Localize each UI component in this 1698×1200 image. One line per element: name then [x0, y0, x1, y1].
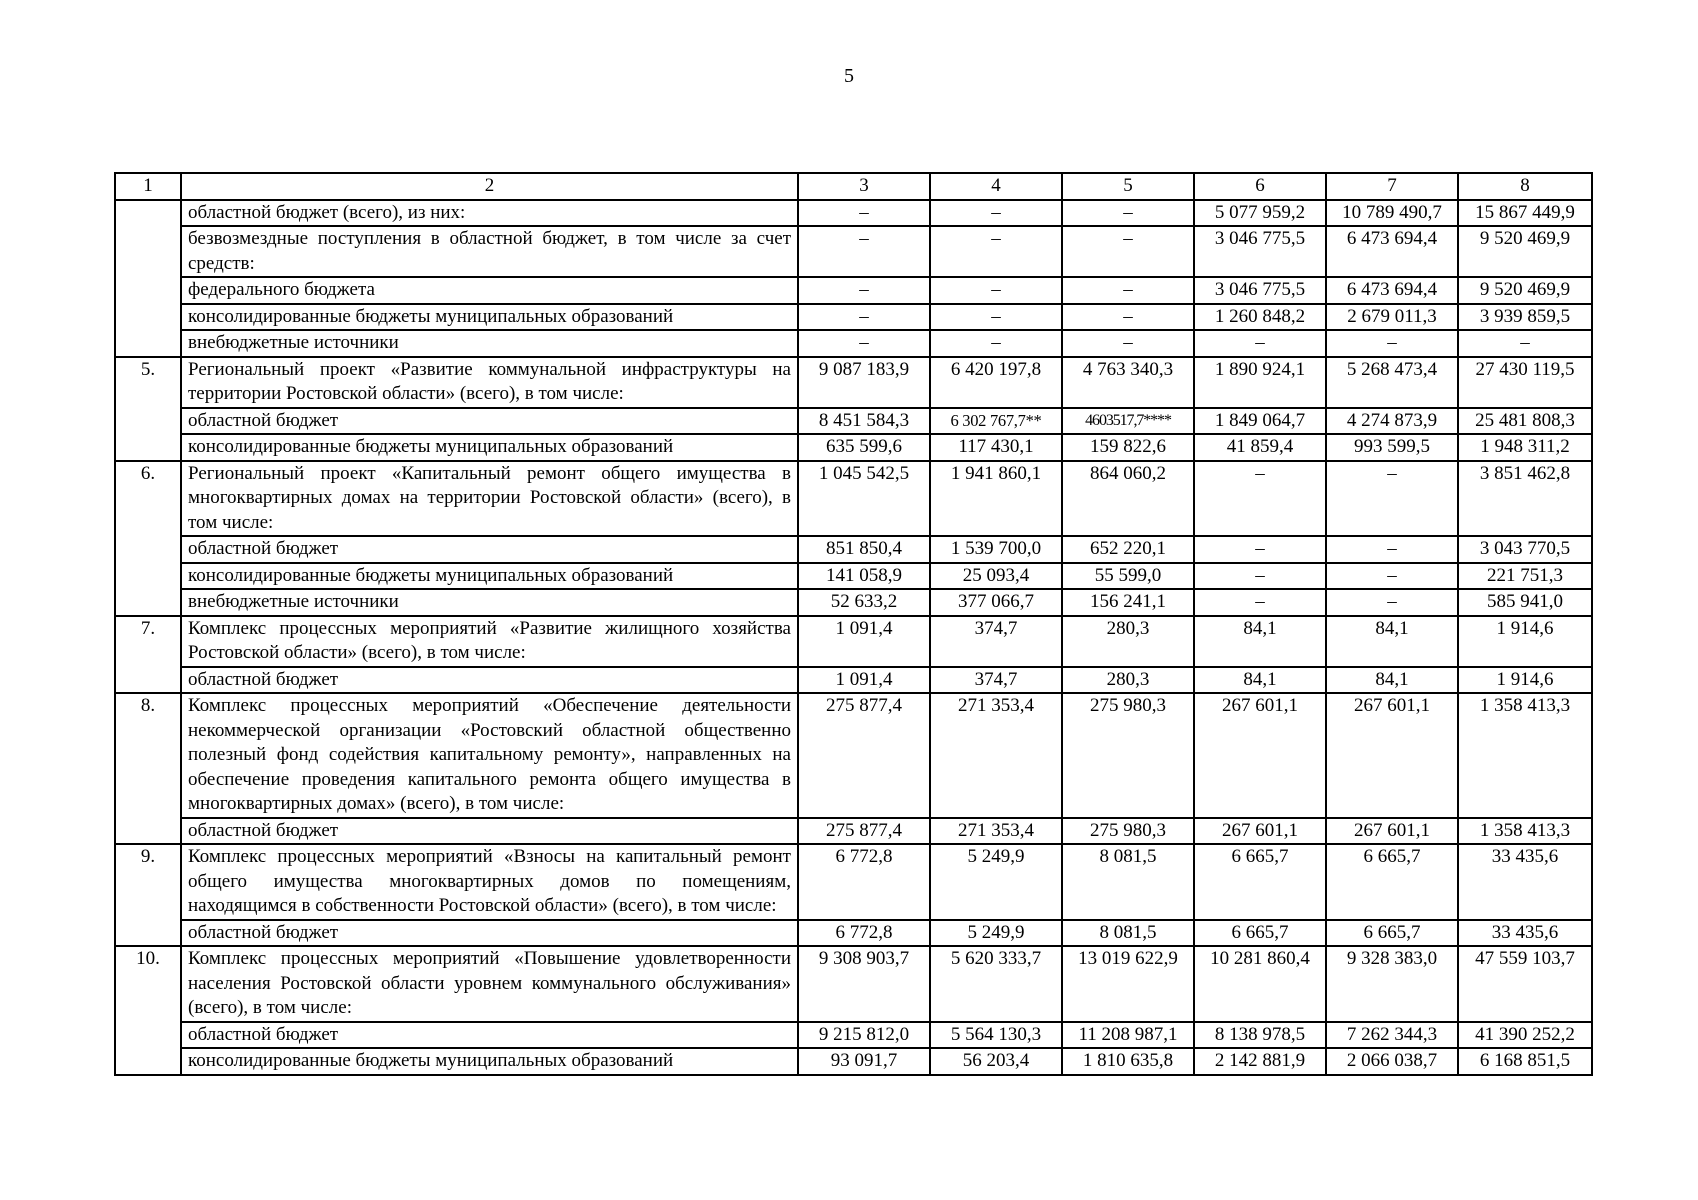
value-cell: 1 914,6: [1458, 667, 1592, 694]
row-label-cell: безвозмездные поступления в областной бюджет, в том числе за счет средств:: [181, 226, 798, 277]
budget-table: [114, 172, 1593, 1076]
value-cell: 267 601,1: [1326, 693, 1458, 818]
table-row-sub: [115, 304, 1592, 331]
value-cell: 6 168 851,5: [1458, 1048, 1592, 1075]
value-cell: 3 046 775,5: [1194, 277, 1326, 304]
value-cell: 13 019 622,9: [1062, 946, 1194, 1022]
value-cell: 6 420 197,8: [930, 357, 1062, 408]
value-cell: 5 564 130,3: [930, 1022, 1062, 1049]
value-cell: –: [1194, 461, 1326, 537]
value-cell: 5 249,9: [930, 844, 1062, 920]
value-cell: 52 633,2: [798, 589, 930, 616]
value-cell: 41 859,4: [1194, 434, 1326, 461]
value-cell: –: [798, 277, 930, 304]
table-row-sub: [115, 1048, 1592, 1075]
value-cell: 280,3: [1062, 667, 1194, 694]
value-cell: 6 772,8: [798, 844, 930, 920]
value-cell: 1 810 635,8: [1062, 1048, 1194, 1075]
value-cell: 84,1: [1194, 667, 1326, 694]
value-cell: 652 220,1: [1062, 536, 1194, 563]
header-cell: 5: [1062, 173, 1194, 200]
value-cell: 15 867 449,9: [1458, 200, 1592, 227]
table-row-sub: [115, 434, 1592, 461]
value-cell: 9 308 903,7: [798, 946, 930, 1022]
value-cell: –: [1194, 330, 1326, 357]
header-cell: 6: [1194, 173, 1326, 200]
value-cell: 6 772,8: [798, 920, 930, 947]
value-cell: –: [1062, 330, 1194, 357]
value-cell: 4 763 340,3: [1062, 357, 1194, 408]
row-index-cell: 7.: [115, 616, 181, 694]
value-cell: 271 353,4: [930, 818, 1062, 845]
value-cell: 374,7: [930, 616, 1062, 667]
value-cell: 267 601,1: [1194, 818, 1326, 845]
value-cell: 280,3: [1062, 616, 1194, 667]
value-cell: –: [798, 200, 930, 227]
row-label-cell: внебюджетные источники: [181, 330, 798, 357]
table-row-sub: [115, 277, 1592, 304]
value-cell: 93 091,7: [798, 1048, 930, 1075]
value-cell: 159 822,6: [1062, 434, 1194, 461]
table-row-sub: [115, 563, 1592, 590]
value-cell: 25 093,4: [930, 563, 1062, 590]
table-row-main: [115, 357, 1592, 408]
value-cell: 3 046 775,5: [1194, 226, 1326, 277]
value-cell: 1 358 413,3: [1458, 818, 1592, 845]
value-cell: 1 091,4: [798, 616, 930, 667]
value-cell: –: [1194, 589, 1326, 616]
value-cell: –: [1326, 461, 1458, 537]
row-label-cell: областной бюджет: [181, 667, 798, 694]
value-cell: 275 980,3: [1062, 818, 1194, 845]
value-cell: 9 520 469,9: [1458, 277, 1592, 304]
value-cell: 267 601,1: [1194, 693, 1326, 818]
value-cell: –: [798, 226, 930, 277]
value-cell: 55 599,0: [1062, 563, 1194, 590]
value-cell: –: [1326, 330, 1458, 357]
table-row-main: [115, 461, 1592, 537]
value-cell: 585 941,0: [1458, 589, 1592, 616]
table-row-main: [115, 693, 1592, 818]
value-cell: 25 481 808,3: [1458, 408, 1592, 435]
row-label-cell: консолидированные бюджеты муниципальных образований: [181, 563, 798, 590]
value-cell: 275 980,3: [1062, 693, 1194, 818]
value-cell: 3 939 859,5: [1458, 304, 1592, 331]
table-row-sub: [115, 536, 1592, 563]
table-row-sub: [115, 818, 1592, 845]
value-cell: 27 430 119,5: [1458, 357, 1592, 408]
value-cell: 84,1: [1194, 616, 1326, 667]
value-cell: 1 539 700,0: [930, 536, 1062, 563]
row-label-cell: областной бюджет: [181, 408, 798, 435]
value-cell: 9 215 812,0: [798, 1022, 930, 1049]
value-cell: –: [1458, 330, 1592, 357]
value-cell: 275 877,4: [798, 693, 930, 818]
row-index-cell: 9.: [115, 844, 181, 946]
value-cell: 5 077 959,2: [1194, 200, 1326, 227]
value-cell: 2 142 881,9: [1194, 1048, 1326, 1075]
row-index-cell: 5.: [115, 357, 181, 461]
row-index-cell: 6.: [115, 461, 181, 616]
value-cell: 5 268 473,4: [1326, 357, 1458, 408]
value-cell: 8 081,5: [1062, 920, 1194, 947]
table-row-sub: [115, 920, 1592, 947]
table-row-sub: [115, 330, 1592, 357]
table-row-sub: [115, 408, 1592, 435]
value-cell: 8 451 584,3: [798, 408, 930, 435]
value-cell: 6 665,7: [1194, 920, 1326, 947]
header-cell: 4: [930, 173, 1062, 200]
value-cell: 267 601,1: [1326, 818, 1458, 845]
header-cell: 2: [181, 173, 798, 200]
value-cell: 1 260 848,2: [1194, 304, 1326, 331]
value-cell: –: [1062, 277, 1194, 304]
table-row-main: [115, 200, 1592, 227]
table-row-sub: [115, 667, 1592, 694]
value-cell: 1 849 064,7: [1194, 408, 1326, 435]
value-cell: 5 620 333,7: [930, 946, 1062, 1022]
value-cell: –: [1326, 536, 1458, 563]
value-cell: –: [930, 277, 1062, 304]
value-cell: 6 302 767,7**: [930, 408, 1062, 435]
value-cell: –: [1062, 304, 1194, 331]
value-cell: 47 559 103,7: [1458, 946, 1592, 1022]
value-cell: –: [1194, 536, 1326, 563]
row-label-cell: консолидированные бюджеты муниципальных образований: [181, 434, 798, 461]
value-cell: –: [1326, 563, 1458, 590]
table-body: [115, 173, 1592, 1075]
value-cell: –: [798, 304, 930, 331]
row-label-cell: консолидированные бюджеты муниципальных образований: [181, 1048, 798, 1075]
value-cell: –: [1326, 589, 1458, 616]
value-cell: –: [1062, 200, 1194, 227]
value-cell: 33 435,6: [1458, 920, 1592, 947]
value-cell: 2 066 038,7: [1326, 1048, 1458, 1075]
table-row-sub: [115, 589, 1592, 616]
header-cell: 3: [798, 173, 930, 200]
value-cell: 2 679 011,3: [1326, 304, 1458, 331]
value-cell: 851 850,4: [798, 536, 930, 563]
header-cell: 8: [1458, 173, 1592, 200]
row-label-cell: консолидированные бюджеты муниципальных образований: [181, 304, 798, 331]
row-index-cell: [115, 200, 181, 357]
value-cell: 6 665,7: [1194, 844, 1326, 920]
value-cell: 117 430,1: [930, 434, 1062, 461]
value-cell: –: [930, 226, 1062, 277]
value-cell: 6 665,7: [1326, 844, 1458, 920]
value-cell: 84,1: [1326, 616, 1458, 667]
value-cell: 8 081,5: [1062, 844, 1194, 920]
row-label-cell: областной бюджет: [181, 818, 798, 845]
header-cell: 1: [115, 173, 181, 200]
value-cell: 6 665,7: [1326, 920, 1458, 947]
table-row-main: [115, 946, 1592, 1022]
value-cell: 1 948 311,2: [1458, 434, 1592, 461]
value-cell: –: [930, 200, 1062, 227]
value-cell: 7 262 344,3: [1326, 1022, 1458, 1049]
value-cell: 56 203,4: [930, 1048, 1062, 1075]
value-cell: 11 208 987,1: [1062, 1022, 1194, 1049]
value-cell: 33 435,6: [1458, 844, 1592, 920]
row-label-cell: Комплекс процессных мероприятий «Повышение удовлетворенности населения Ростовской области уровнем коммунального обслуживания» (всего), в том числе:: [181, 946, 798, 1022]
row-label-cell: Региональный проект «Развитие коммунальной инфраструктуры на территории Ростовской области» (всего), в том числе:: [181, 357, 798, 408]
value-cell: 275 877,4: [798, 818, 930, 845]
row-label-cell: Комплекс процессных мероприятий «Развитие жилищного хозяйства Ростовской области» (всего), в том числе:: [181, 616, 798, 667]
value-cell: 9 087 183,9: [798, 357, 930, 408]
value-cell: 6 473 694,4: [1326, 277, 1458, 304]
page-number: 5: [844, 65, 854, 87]
value-cell: –: [1194, 563, 1326, 590]
value-cell: 9 328 383,0: [1326, 946, 1458, 1022]
value-cell: –: [930, 330, 1062, 357]
row-index-cell: 8.: [115, 693, 181, 844]
value-cell: 8 138 978,5: [1194, 1022, 1326, 1049]
value-cell: 271 353,4: [930, 693, 1062, 818]
value-cell: 141 058,9: [798, 563, 930, 590]
header-cell: 7: [1326, 173, 1458, 200]
value-cell: 156 241,1: [1062, 589, 1194, 616]
value-cell: 864 060,2: [1062, 461, 1194, 537]
table-row-sub: [115, 1022, 1592, 1049]
row-label-cell: Комплекс процессных мероприятий «Обеспечение деятельности некоммерческой организации «Ростовский областной общественно полезный фонд содействия капитальному ремонту», направленных на обеспечение проведения капитального ремонта общего имущества в многоквартирных домах» (всего), в том числе:: [181, 693, 798, 818]
value-cell: –: [798, 330, 930, 357]
value-cell: 1 890 924,1: [1194, 357, 1326, 408]
value-cell: 3 851 462,8: [1458, 461, 1592, 537]
row-label-cell: областной бюджет: [181, 536, 798, 563]
value-cell: 5 249,9: [930, 920, 1062, 947]
value-cell: 1 045 542,5: [798, 461, 930, 537]
row-index-cell: 10.: [115, 946, 181, 1075]
value-cell: 1 358 413,3: [1458, 693, 1592, 818]
value-cell: 6 473 694,4: [1326, 226, 1458, 277]
value-cell: 10 281 860,4: [1194, 946, 1326, 1022]
table-row-main: [115, 844, 1592, 920]
table-row-sub: [115, 226, 1592, 277]
value-cell: 84,1: [1326, 667, 1458, 694]
value-cell: 3 043 770,5: [1458, 536, 1592, 563]
row-label-cell: областной бюджет: [181, 920, 798, 947]
header-row: [115, 173, 1592, 200]
value-cell: 377 066,7: [930, 589, 1062, 616]
value-cell: 1 941 860,1: [930, 461, 1062, 537]
value-cell: 4603517,7****: [1062, 408, 1194, 435]
row-label-cell: внебюджетные источники: [181, 589, 798, 616]
value-cell: –: [1062, 226, 1194, 277]
value-cell: 374,7: [930, 667, 1062, 694]
row-label-cell: федерального бюджета: [181, 277, 798, 304]
value-cell: 4 274 873,9: [1326, 408, 1458, 435]
value-cell: 10 789 490,7: [1326, 200, 1458, 227]
value-cell: 1 914,6: [1458, 616, 1592, 667]
value-cell: 1 091,4: [798, 667, 930, 694]
value-cell: 221 751,3: [1458, 563, 1592, 590]
value-cell: –: [930, 304, 1062, 331]
value-cell: 993 599,5: [1326, 434, 1458, 461]
row-label-cell: Комплекс процессных мероприятий «Взносы на капитальный ремонт общего имущества многоквартирных домов по помещениям, находящимся в собственности Ростовской области» (всего), в том числе:: [181, 844, 798, 920]
row-label-cell: областной бюджет (всего), из них:: [181, 200, 798, 227]
value-cell: 41 390 252,2: [1458, 1022, 1592, 1049]
value-cell: 635 599,6: [798, 434, 930, 461]
row-label-cell: областной бюджет: [181, 1022, 798, 1049]
value-cell: 9 520 469,9: [1458, 226, 1592, 277]
row-label-cell: Региональный проект «Капитальный ремонт общего имущества в многоквартирных домах на территории Ростовской области» (всего), в том числе:: [181, 461, 798, 537]
table-row-main: [115, 616, 1592, 667]
